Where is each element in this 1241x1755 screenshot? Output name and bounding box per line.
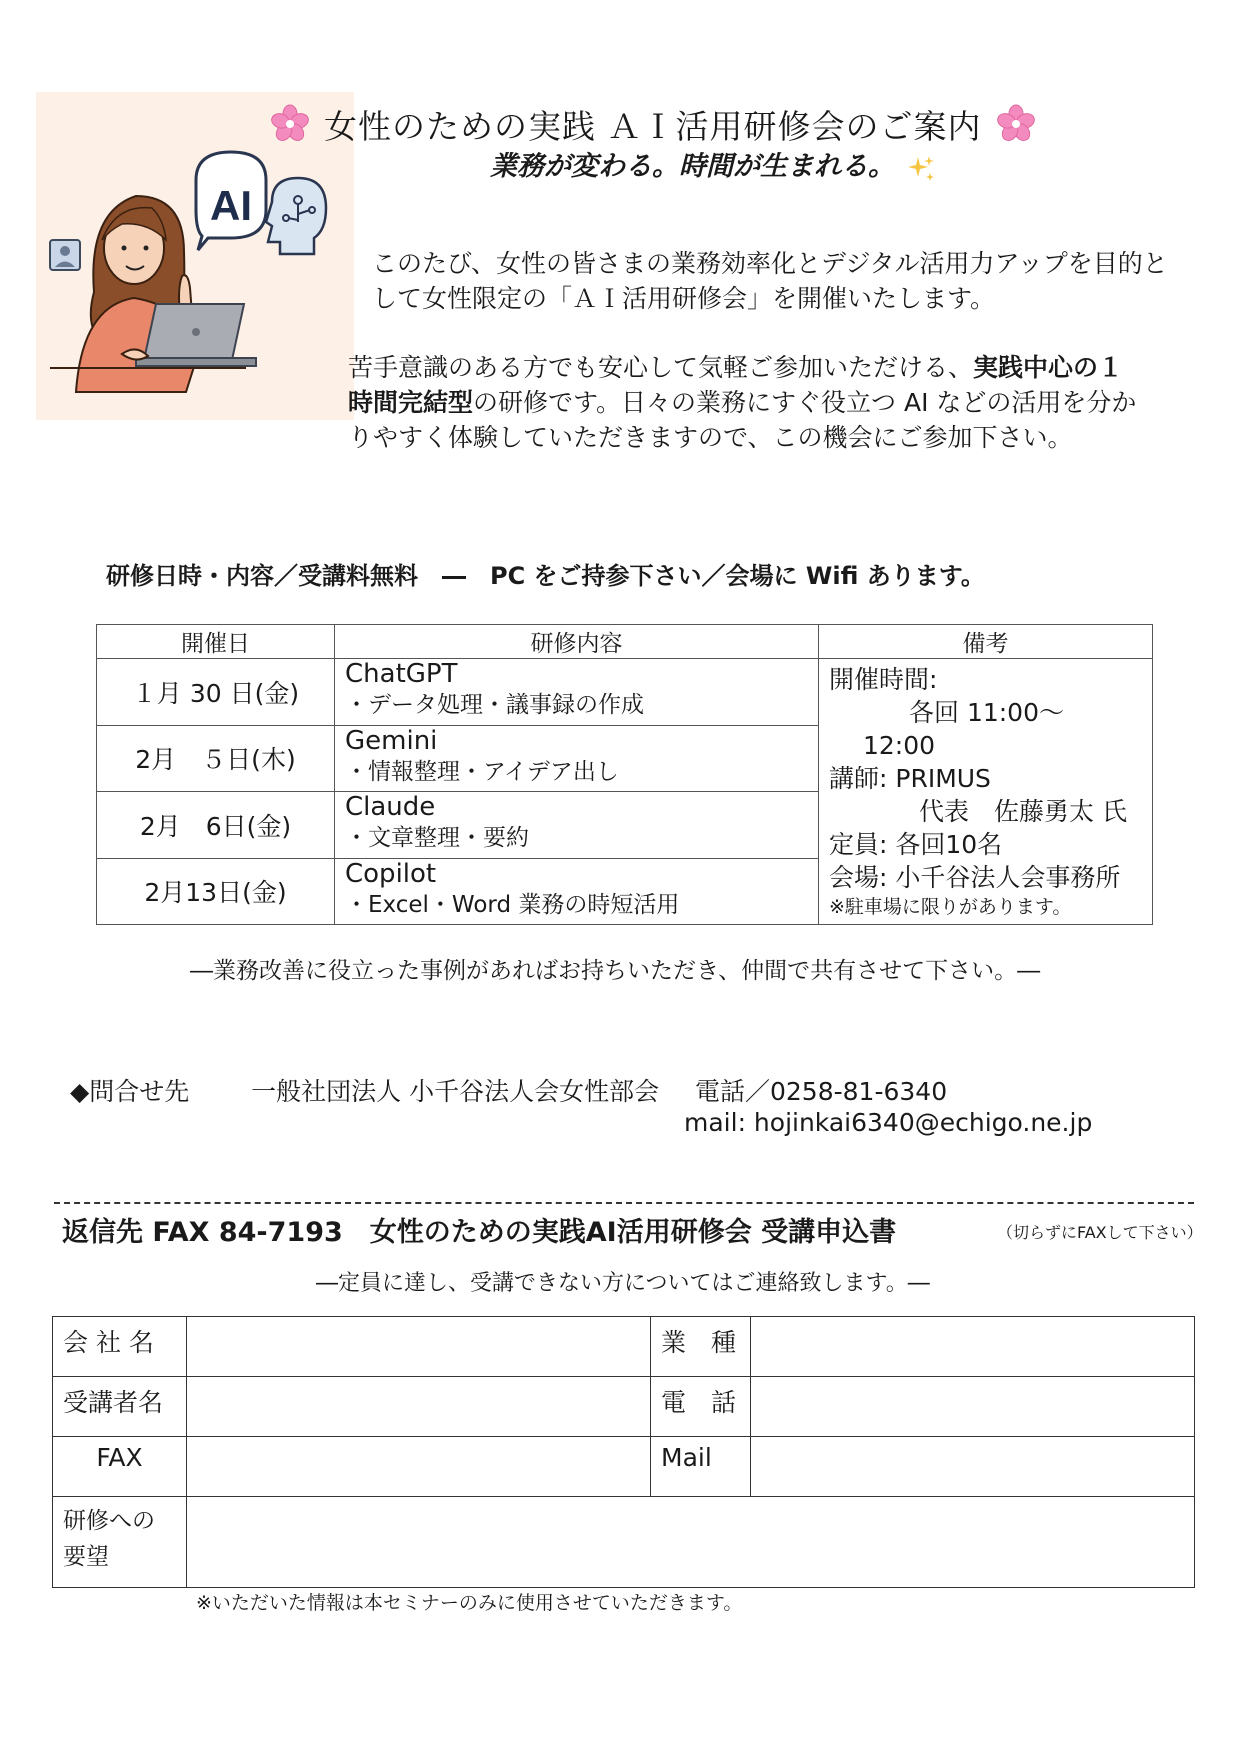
contact-mail[interactable]: mail: hojinkai6340@echigo.ne.jp [684,1108,1093,1137]
schedule-table [96,624,1153,925]
session-tool: ChatGPT [345,659,458,689]
column-header-notes: 備考 [819,625,1153,659]
column-header-date: 開催日 [97,625,335,659]
contact-line [70,1072,947,1108]
session-tool: Claude [345,792,436,822]
mail-field[interactable] [751,1437,1195,1497]
intro-emphasis: 実践中心の１時間完結型 [348,353,1124,417]
contact-phone: 電話／0258-81-6340 [695,1077,948,1106]
company-label: 会 社 名 [53,1317,187,1377]
subtitle-text: 業務が変わる。時間が生まれる。 [490,151,895,182]
session-content [335,659,819,726]
requests-field[interactable] [187,1497,1195,1588]
company-field[interactable] [187,1317,651,1377]
form-row [53,1497,1195,1588]
cut-line-divider [54,1202,1194,1204]
application-form [52,1316,1195,1588]
page-title: 女性のための実践 ＡＩ活用研修会のご案内 [324,106,982,146]
session-date: １月 30 日(金) [97,659,335,726]
section-heading: 研修日時・内容／受講料無料 ― PC をご持参下さい／会場に Wifi あります。 [106,562,985,590]
ai-bubble-text: AI [210,182,252,229]
intro-paragraph-1: このたび、女性の皆さまの業務効率化とデジタル活用力アップを目的として女性限定の「ＡＩ活用研修会」を開催いたします。 [372,249,1168,313]
fax-instruction: （切らずにFAXして下さい） [997,1223,1203,1242]
session-description: ・文章整理・要約 [345,825,529,851]
session-content [335,858,819,925]
sparkles-icon [906,153,936,183]
schedule-header-row [97,625,1153,659]
reply-form-title: 返信先 FAX 84-7193 女性のための実践AI活用研修会 受講申込書 [62,1217,897,1248]
session-date: 2月 6日(金) [97,792,335,859]
lecturer-name: 代表 佐藤勇太 氏 [919,797,1127,826]
intro-text: の研修です。日々の業務にすぐ役立つ AI などの活用を分かりやすく体験していただきますので、この機会にご参加下さい。 [348,388,1137,452]
requests-label-line: 要望 [63,1544,109,1570]
capacity-note: ―定員に達し、受講できない方についてはご連絡致します。― [316,1271,930,1296]
sakura-flower-icon [270,104,310,144]
time-label: 開催時間: [829,665,938,694]
fax-label: FAX [53,1437,187,1497]
fax-field[interactable] [187,1437,651,1497]
session-content [335,792,819,859]
session-date: 2月13日(金) [97,858,335,925]
time-value: 各回 11:00～ [909,698,1064,727]
phone-field[interactable] [751,1377,1195,1437]
industry-label: 業 種 [651,1317,751,1377]
session-description: ・情報整理・アイデア出し [345,758,619,785]
time-value-end: 12:00 [863,731,936,760]
phone-label: 電 話 [651,1377,751,1437]
sakura-flower-icon [996,104,1036,144]
attendee-label: 受講者名 [53,1377,187,1437]
session-content [335,725,819,792]
contact-org: 一般社団法人 小千谷法人会女性部会 [251,1077,660,1106]
attendee-field[interactable] [187,1377,651,1437]
contact-label: ◆問合せ先 [70,1077,190,1106]
share-note: ―業務改善に役立った事例があればお持ちいただき、仲間で共有させて下さい。― [190,958,1041,984]
table-row [97,659,1153,726]
capacity: 定員: 各回10名 [829,830,1003,859]
session-date: 2月 ５日(木) [97,725,335,792]
subtitle [490,144,936,183]
lecturer: 講師: PRIMUS [829,764,991,793]
intro-text: 苦手意識のある方でも安心して気軽ご参加いただける、 [348,353,974,382]
column-header-content: 研修内容 [335,625,819,659]
session-notes [819,659,1153,925]
requests-label [53,1497,187,1588]
form-row [53,1377,1195,1437]
venue: 会場: 小千谷法人会事務所 [829,863,1121,892]
session-description: ・データ処理・議事録の作成 [345,692,644,718]
form-row [53,1317,1195,1377]
form-row [53,1437,1195,1497]
privacy-note: ※いただいた情報は本セミナーのみに使用させていただきます。 [196,1592,743,1614]
session-tool: Gemini [345,725,438,756]
industry-field[interactable] [751,1317,1195,1377]
requests-label-line: 研修への [63,1508,155,1534]
parking-note: ※駐車場に限りがあります。 [829,896,1072,918]
intro-paragraph-2 [348,350,1148,455]
session-tool: Copilot [345,858,437,889]
mail-label: Mail [651,1437,751,1497]
session-description: ・Excel・Word 業務の時短活用 [345,891,680,918]
